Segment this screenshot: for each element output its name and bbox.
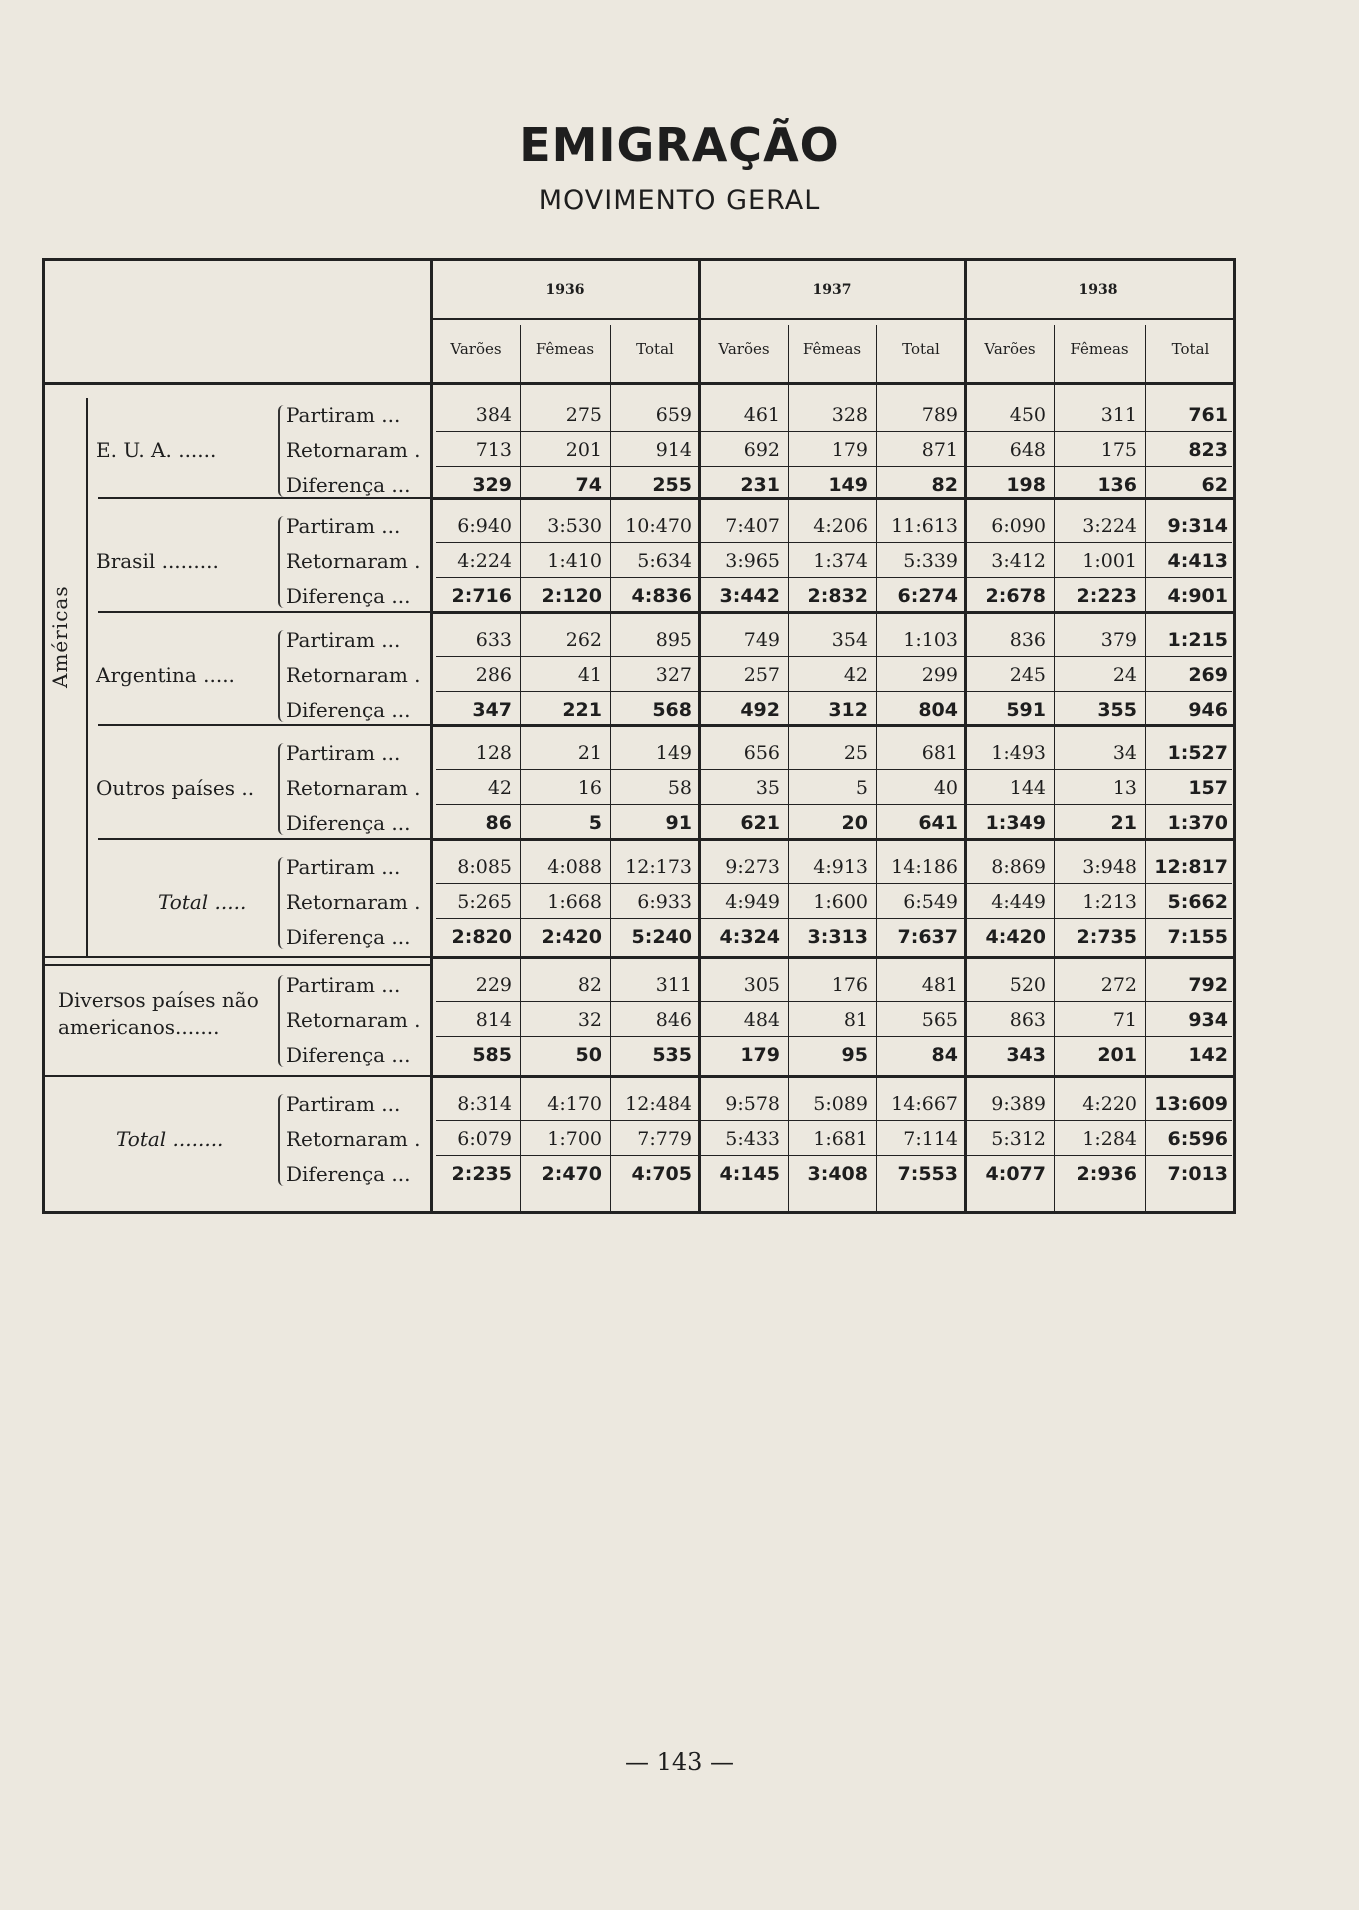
table-cell: 4:224 [457, 550, 512, 572]
table-cell: 659 [655, 404, 692, 426]
table-cell: 82 [931, 474, 958, 496]
table-cell: 4:413 [1167, 550, 1228, 572]
table-cell: 814 [475, 1009, 512, 1031]
table-cell: 4:145 [719, 1163, 780, 1185]
header-bottom-line [44, 382, 1236, 385]
table-cell: 201 [1097, 1044, 1137, 1066]
row-label: Diferença ... [286, 1162, 411, 1186]
table-cell: 231 [740, 474, 780, 496]
table-cell: 792 [1188, 974, 1228, 996]
row-divider [436, 1036, 1232, 1037]
table-cell: 255 [652, 474, 692, 496]
table-cell: 461 [743, 404, 780, 426]
table-cell: 3:948 [1082, 856, 1137, 878]
table-cell: 5:634 [637, 550, 692, 572]
table-cell: 681 [921, 742, 958, 764]
table-cell: 221 [562, 699, 602, 721]
table-cell: 327 [655, 664, 692, 686]
table-cell: 10:470 [625, 515, 692, 537]
table-cell: 384 [475, 404, 512, 426]
table-cell: 4:449 [991, 891, 1046, 913]
table-cell: 585 [472, 1044, 512, 1066]
table-cell: 484 [743, 1009, 780, 1031]
row-divider [436, 656, 1232, 657]
group-label: E. U. A. ...... [96, 438, 217, 462]
table-cell: 871 [921, 439, 958, 461]
table-cell: 2:420 [541, 926, 602, 948]
table-cell: 179 [740, 1044, 780, 1066]
row-label: Partiram ... [286, 403, 401, 427]
row-label: Partiram ... [286, 514, 401, 538]
table-cell: 3:313 [807, 926, 868, 948]
group-separator-data [432, 1075, 1236, 1078]
row-divider [436, 918, 1232, 919]
group-label: Outros países .. [96, 776, 255, 800]
row-label: Retornaram . [286, 549, 421, 573]
table-cell: 7:013 [1167, 1163, 1228, 1185]
table-cell: 6:090 [991, 515, 1046, 537]
table-cell: 379 [1100, 629, 1137, 651]
group-separator-data [432, 838, 1236, 841]
table-cell: 1:370 [1167, 812, 1228, 834]
table-cell: 4:220 [1082, 1093, 1137, 1115]
table-cell: 21 [1110, 812, 1137, 834]
group-separator [44, 956, 432, 958]
table-cell: 42 [487, 777, 512, 799]
table-cell: 823 [1188, 439, 1228, 461]
table-cell: 6:274 [897, 585, 958, 607]
table-cell: 4:949 [725, 891, 780, 913]
table-cell: 16 [577, 777, 602, 799]
table-cell: 846 [655, 1009, 692, 1031]
table-cell: 355 [1097, 699, 1137, 721]
table-cell: 3:408 [807, 1163, 868, 1185]
table-cell: 5:240 [631, 926, 692, 948]
table-cell: 272 [1100, 974, 1137, 996]
group-separator-data [432, 956, 1236, 959]
table-cell: 1:284 [1082, 1128, 1137, 1150]
table-cell: 9:314 [1167, 515, 1228, 537]
table-cell: 311 [655, 974, 692, 996]
table-cell: 481 [921, 974, 958, 996]
group-label: Total ........ [116, 1127, 224, 1151]
table-cell: 5:433 [725, 1128, 780, 1150]
table-cell: 946 [1188, 699, 1228, 721]
row-divider [436, 691, 1232, 692]
year-1937: 1937 [812, 282, 852, 298]
table-cell: 2:735 [1076, 926, 1137, 948]
row-divider [436, 883, 1232, 884]
table-cell: 934 [1188, 1009, 1228, 1031]
table-cell: 13:609 [1154, 1093, 1228, 1115]
table-cell: 14:186 [891, 856, 958, 878]
row-label: Partiram ... [286, 973, 401, 997]
row-label: Partiram ... [286, 741, 401, 765]
table-cell: 2:235 [451, 1163, 512, 1185]
group-separator-data [432, 497, 1236, 500]
table-cell: 648 [1009, 439, 1046, 461]
row-divider [436, 804, 1232, 805]
page-title: EMIGRAÇÃO [519, 118, 840, 172]
table-cell: 157 [1188, 777, 1228, 799]
group-separator [44, 1075, 432, 1077]
table-cell: 565 [921, 1009, 958, 1031]
table-cell: 3:412 [991, 550, 1046, 572]
row-label: Diferença ... [286, 925, 411, 949]
table-cell: 1:527 [1167, 742, 1228, 764]
column-header: Fêmeas [1070, 340, 1129, 358]
table-cell: 5:089 [813, 1093, 868, 1115]
group-separator [98, 611, 432, 613]
table-cell: 305 [743, 974, 780, 996]
table-cell: 6:079 [457, 1128, 512, 1150]
table-cell: 128 [475, 742, 512, 764]
table-cell: 144 [1009, 777, 1046, 799]
year-1938: 1938 [1078, 282, 1118, 298]
table-cell: 20 [841, 812, 868, 834]
table-cell: 7:155 [1167, 926, 1228, 948]
table-cell: 142 [1188, 1044, 1228, 1066]
table-cell: 311 [1100, 404, 1137, 426]
table-cell: 7:637 [897, 926, 958, 948]
table-cell: 12:173 [625, 856, 692, 878]
table-cell: 328 [831, 404, 868, 426]
table-cell: 4:901 [1167, 585, 1228, 607]
row-divider [436, 1155, 1232, 1156]
row-divider [436, 542, 1232, 543]
table-cell: 5:312 [991, 1128, 1046, 1150]
table-cell: 761 [1188, 404, 1228, 426]
table-cell: 81 [843, 1009, 868, 1031]
table-cell: 6:940 [457, 515, 512, 537]
table-cell: 2:820 [451, 926, 512, 948]
table-cell: 74 [575, 474, 602, 496]
table-cell: 14:667 [891, 1093, 958, 1115]
row-label: Retornaram . [286, 890, 421, 914]
table-cell: 50 [575, 1044, 602, 1066]
row-label: Diferença ... [286, 584, 411, 608]
table-cell: 4:206 [813, 515, 868, 537]
table-cell: 1:700 [547, 1128, 602, 1150]
table-cell: 2:678 [985, 585, 1046, 607]
row-label: Retornaram . [286, 438, 421, 462]
column-header: Total [902, 340, 940, 358]
table-cell: 535 [652, 1044, 692, 1066]
table-cell: 4:324 [719, 926, 780, 948]
group-separator-data [432, 611, 1236, 614]
column-header: Fêmeas [535, 340, 595, 358]
table-cell: 35 [755, 777, 780, 799]
table-cell: 692 [743, 439, 780, 461]
table-cell: 8:869 [991, 856, 1046, 878]
table-cell: 1:681 [813, 1128, 868, 1150]
table-cell: 95 [841, 1044, 868, 1066]
table-cell: 1:001 [1082, 550, 1137, 572]
table-cell: 520 [1009, 974, 1046, 996]
table-cell: 450 [1009, 404, 1046, 426]
year-1936: 1936 [545, 282, 585, 298]
table-cell: 2:936 [1076, 1163, 1137, 1185]
table-cell: 41 [577, 664, 602, 686]
row-label: Retornaram . [286, 776, 421, 800]
column-header: Varões [984, 340, 1036, 358]
table-cell: 1:410 [547, 550, 602, 572]
americas-bottom-line [44, 964, 432, 966]
table-cell: 286 [475, 664, 512, 686]
table-cell: 5:339 [903, 550, 958, 572]
table-cell: 8:314 [457, 1093, 512, 1115]
table-cell: 245 [1009, 664, 1046, 686]
table-cell: 11:613 [891, 515, 958, 537]
group-label: Brasil ......... [96, 549, 219, 573]
column-header: Fêmeas [802, 340, 862, 358]
table-cell: 62 [1201, 474, 1228, 496]
group-label: Total ..... [158, 890, 247, 914]
table-cell: 9:273 [725, 856, 780, 878]
row-divider [436, 1120, 1232, 1121]
table-cell: 329 [472, 474, 512, 496]
table-cell: 713 [475, 439, 512, 461]
table-cell: 2:120 [541, 585, 602, 607]
table-cell: 749 [743, 629, 780, 651]
table-cell: 9:578 [725, 1093, 780, 1115]
table-cell: 24 [1112, 664, 1137, 686]
table-cell: 179 [831, 439, 868, 461]
table-cell: 2:470 [541, 1163, 602, 1185]
region-label-americas: Américas [48, 585, 72, 688]
table-cell: 4:088 [547, 856, 602, 878]
row-label: Diferença ... [286, 811, 411, 835]
table-cell: 789 [921, 404, 958, 426]
table-cell: 4:077 [985, 1163, 1046, 1185]
table-cell: 84 [931, 1044, 958, 1066]
table-cell: 91 [665, 812, 692, 834]
row-label: Diferença ... [286, 1043, 411, 1067]
table-cell: 312 [828, 699, 868, 721]
table-cell: 149 [655, 742, 692, 764]
table-cell: 12:817 [1154, 856, 1228, 878]
column-header: Total [1171, 340, 1210, 358]
table-cell: 262 [565, 629, 602, 651]
group-separator [98, 497, 432, 499]
table-cell: 863 [1009, 1009, 1046, 1031]
row-label: Partiram ... [286, 855, 401, 879]
table-cell: 12:484 [625, 1093, 692, 1115]
table-cell: 5 [855, 777, 868, 799]
table-cell: 32 [577, 1009, 602, 1031]
table-cell: 3:965 [725, 550, 780, 572]
table-cell: 6:596 [1167, 1128, 1228, 1150]
table-cell: 34 [1112, 742, 1137, 764]
column-header: Varões [450, 340, 502, 358]
table-cell: 895 [655, 629, 692, 651]
table-cell: 8:085 [457, 856, 512, 878]
table-cell: 5:662 [1167, 891, 1228, 913]
table-cell: 7:114 [903, 1128, 958, 1150]
table-cell: 492 [740, 699, 780, 721]
table-cell: 4:913 [813, 856, 868, 878]
table-cell: 175 [1100, 439, 1137, 461]
table-cell: 13 [1112, 777, 1137, 799]
table-cell: 3:530 [547, 515, 602, 537]
table-cell: 633 [475, 629, 512, 651]
table-cell: 149 [828, 474, 868, 496]
table-cell: 4:836 [631, 585, 692, 607]
table-cell: 42 [843, 664, 868, 686]
table-cell: 275 [565, 404, 602, 426]
table-cell: 1:349 [985, 812, 1046, 834]
year-header-underline [432, 318, 1236, 320]
table-cell: 4:170 [547, 1093, 602, 1115]
table-cell: 40 [933, 777, 958, 799]
table-cell: 1:374 [813, 550, 868, 572]
column-header: Total [636, 340, 674, 358]
emigration-table [42, 258, 1236, 1214]
row-label: Diferença ... [286, 698, 411, 722]
row-divider [436, 431, 1232, 432]
table-cell: 354 [831, 629, 868, 651]
table-cell: 176 [831, 974, 868, 996]
table-cell: 6:549 [903, 891, 958, 913]
table-cell: 3:224 [1082, 515, 1137, 537]
column-header: Varões [718, 340, 770, 358]
americas-bracket [86, 398, 88, 958]
group-label-line1: Diversos países não [58, 988, 259, 1012]
table-cell: 269 [1188, 664, 1228, 686]
group-separator [98, 724, 432, 726]
table-cell: 568 [652, 699, 692, 721]
table-cell: 804 [918, 699, 958, 721]
table-cell: 1:215 [1167, 629, 1228, 651]
table-cell: 86 [485, 812, 512, 834]
table-cell: 2:223 [1076, 585, 1137, 607]
table-cell: 71 [1112, 1009, 1137, 1031]
group-separator-data [432, 724, 1236, 727]
table-cell: 2:832 [807, 585, 868, 607]
group-label-line2: americanos....... [58, 1015, 220, 1039]
row-label: Retornaram . [286, 1008, 421, 1032]
table-cell: 2:716 [451, 585, 512, 607]
table-cell: 4:420 [985, 926, 1046, 948]
table-cell: 343 [1006, 1044, 1046, 1066]
page-number: — 143 — [624, 1748, 735, 1776]
table-cell: 656 [743, 742, 780, 764]
row-divider [436, 1001, 1232, 1002]
row-divider [436, 769, 1232, 770]
table-cell: 7:779 [637, 1128, 692, 1150]
table-cell: 21 [577, 742, 602, 764]
row-label: Retornaram . [286, 1127, 421, 1151]
table-cell: 6:933 [637, 891, 692, 913]
table-cell: 914 [655, 439, 692, 461]
table-cell: 836 [1009, 629, 1046, 651]
table-cell: 1:213 [1082, 891, 1137, 913]
table-cell: 4:705 [631, 1163, 692, 1185]
group-separator [98, 838, 432, 840]
row-divider [436, 577, 1232, 578]
page-subtitle: MOVIMENTO GERAL [538, 185, 821, 216]
table-cell: 5 [588, 812, 602, 834]
table-cell: 257 [743, 664, 780, 686]
table-cell: 1:103 [903, 629, 958, 651]
table-cell: 9:389 [991, 1093, 1046, 1115]
row-label: Diferença ... [286, 473, 411, 497]
table-cell: 299 [921, 664, 958, 686]
table-cell: 58 [667, 777, 692, 799]
table-cell: 1:668 [547, 891, 602, 913]
table-cell: 82 [577, 974, 602, 996]
table-cell: 5:265 [457, 891, 512, 913]
table-cell: 1:600 [813, 891, 868, 913]
table-cell: 201 [565, 439, 602, 461]
row-label: Partiram ... [286, 1092, 401, 1116]
table-cell: 591 [1006, 699, 1046, 721]
table-cell: 7:553 [897, 1163, 958, 1185]
group-label: Argentina ..... [96, 663, 235, 687]
table-cell: 25 [843, 742, 868, 764]
table-cell: 1:493 [991, 742, 1046, 764]
row-label: Retornaram . [286, 663, 421, 687]
table-cell: 3:442 [719, 585, 780, 607]
row-label: Partiram ... [286, 628, 401, 652]
row-divider [436, 466, 1232, 467]
table-cell: 229 [475, 974, 512, 996]
table-cell: 136 [1097, 474, 1137, 496]
table-cell: 198 [1006, 474, 1046, 496]
table-cell: 7:407 [725, 515, 780, 537]
table-cell: 347 [472, 699, 512, 721]
table-cell: 641 [918, 812, 958, 834]
table-cell: 621 [740, 812, 780, 834]
